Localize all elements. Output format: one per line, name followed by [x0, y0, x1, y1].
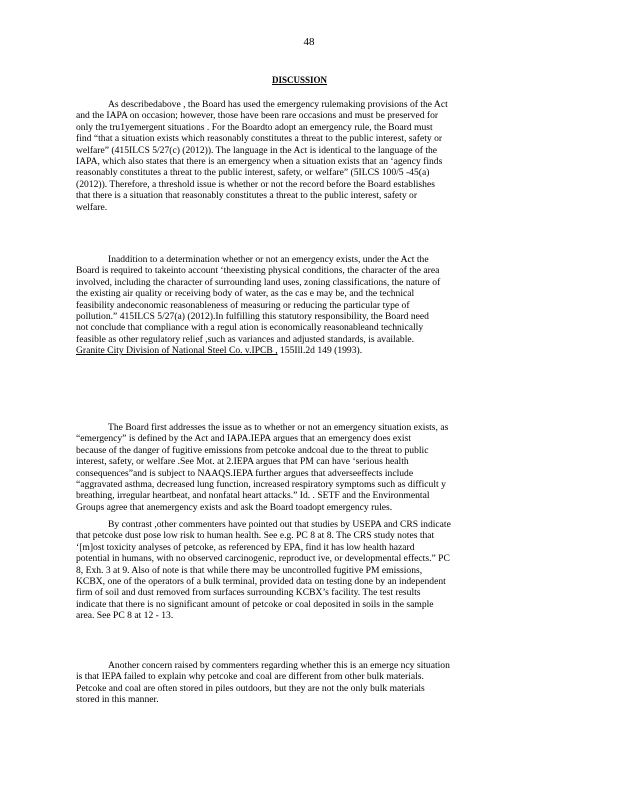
citation-line	[76, 345, 532, 356]
paragraph-2	[76, 254, 532, 357]
paragraph-line: and the IAPA on occasion; however, those have been rare occasions and must be preserved for	[76, 110, 439, 122]
paragraph-line: stored in this manner.	[76, 694, 159, 706]
paragraph-1	[76, 99, 532, 213]
paragraph-line: Petcoke and coal are often stored in piles outdoors, but they are not the only bulk materials	[76, 682, 425, 694]
paragraph-line: breathing, irregular heartbeat, and nonfatal heart attacks.” Id. . SETF and the Environmental	[76, 490, 430, 502]
paragraph-line: involved, including the character of surrounding land uses, zoning classifications, the nature of	[76, 276, 441, 288]
paragraph-line: indicate that there is no significant amount of petcoke or coal deposited in soils in the sample	[76, 598, 434, 610]
section-heading: DISCUSSION	[272, 75, 328, 85]
paragraph-line: reasonably constitutes a threat to the public interest, safety, or welfare” (5ILCS 100/5 -45(a)	[76, 167, 430, 179]
paragraph-3	[76, 422, 532, 513]
paragraph-line: welfare” (415ILCS 5/27(c) (2012)). The language in the Act is identical to the language of the	[76, 144, 438, 156]
paragraph-line: firm of soil and dust removed from surfaces surrounding KCBX’s facility. The test results	[76, 587, 421, 599]
page-number: 48	[303, 36, 315, 48]
paragraph-line: consequences”and is subject to NAAQS.IEPA further argues that adverseeffects include	[76, 467, 414, 479]
paragraph-line: As describedabove , the Board has used the emergency rulemaking provisions of the Act	[108, 99, 448, 110]
paragraph-line: Inaddition to a determination whether or not an emergency exists, under the Act the	[108, 254, 429, 265]
paragraph-line: potential in humans, with no observed carcinogenic, reproduct ive, or developmental effects.” PC	[76, 553, 450, 565]
paragraph-line: “emergency” is defined by the Act and IAPA.IEPA argues that an emergency does exist	[76, 433, 411, 445]
paragraph-line: pollution.” 415ILCS 5/27(a) (2012).In fulfilling this statutory responsibility, the Board need	[76, 311, 429, 323]
paragraph-5	[76, 660, 532, 706]
paragraph-line: KCBX, one of the operators of a bulk terminal, provided data on testing done by an independent	[76, 576, 446, 588]
paragraph-line: feasible as other regulatory relief ,such as variances and adjusted standards, is available.	[76, 333, 415, 345]
paragraph-line: that petcoke dust pose low risk to human health. See e.g. PC 8 at 8. The CRS study notes that	[76, 530, 435, 542]
paragraph-line: because of the danger of fugitive emissions from petcoke andcoal due to the threat to public	[76, 444, 429, 456]
paragraph-line: area. See PC 8 at 12 - 13.	[76, 610, 174, 622]
paragraph-line: not conclude that compliance with a regul ation is economically reasonableand technically	[76, 322, 424, 334]
paragraph-4	[76, 519, 532, 622]
paragraph-line: Groups agree that anemergency exists and ask the Board toadopt emergency rules.	[76, 501, 393, 513]
paragraph-line: 8, Exh. 3 at 9. Also of note is that while there may be uncontrolled fugitive PM emissions,	[76, 564, 423, 576]
citation-reporter: 155Ill.2d 149 (1993).	[277, 345, 363, 357]
paragraph-line: Another concern raised by commenters regarding whether this is an emerge ncy situation	[108, 660, 450, 671]
case-citation: Granite City Division of National Steel Co. v.IPCB ,	[76, 345, 278, 357]
paragraph-line: The Board first addresses the issue as to whether or not an emergency situation exists, as	[108, 422, 449, 433]
paragraph-line: the existing air quality or receiving body of water, as the cas e may be, and the technical	[76, 288, 415, 300]
paragraph-line: IAPA, which also states that there is an emergency when a situation exists that an ‘agency finds	[76, 156, 443, 168]
paragraph-line: feasibility andeconomic reasonableness of measuring or reducing the particular type of	[76, 299, 410, 311]
paragraph-line: welfare.	[76, 201, 108, 213]
paragraph-line: Board is required to takeinto account ‘theexisting physical conditions, the character of the area	[76, 265, 440, 277]
paragraph-line: By contrast ,other commenters have pointed out that studies by USEPA and CRS indicate	[108, 519, 451, 530]
paragraph-line: ‘[m]ost toxicity analyses of petcoke, as referenced by EPA, find it has low health hazard	[76, 541, 415, 553]
paragraph-line: that there is a situation that reasonably constitutes a threat to the public interest, safety or	[76, 190, 418, 202]
paragraph-line: “aggravated asthma, decreased lung function, increased respiratory symptoms such as difficult y	[76, 479, 446, 491]
paragraph-line: find “that a situation exists which reasonably constitutes a threat to the public interest, safety or	[76, 133, 443, 145]
paragraph-line: interest, safety, or welfare .See Mot. at 2.IEPA argues that PM can have ‘serious health	[76, 456, 409, 468]
paragraph-line: only the tru1yemergent situations . For the Boardto adopt an emergency rule, the Board must	[76, 121, 433, 133]
paragraph-line: (2012)). Therefore, a threshold issue is whether or not the record before the Board establishes	[76, 178, 435, 190]
paragraph-line: is that IEPA failed to explain why petcoke and coal are different from other bulk materials.	[76, 671, 424, 683]
